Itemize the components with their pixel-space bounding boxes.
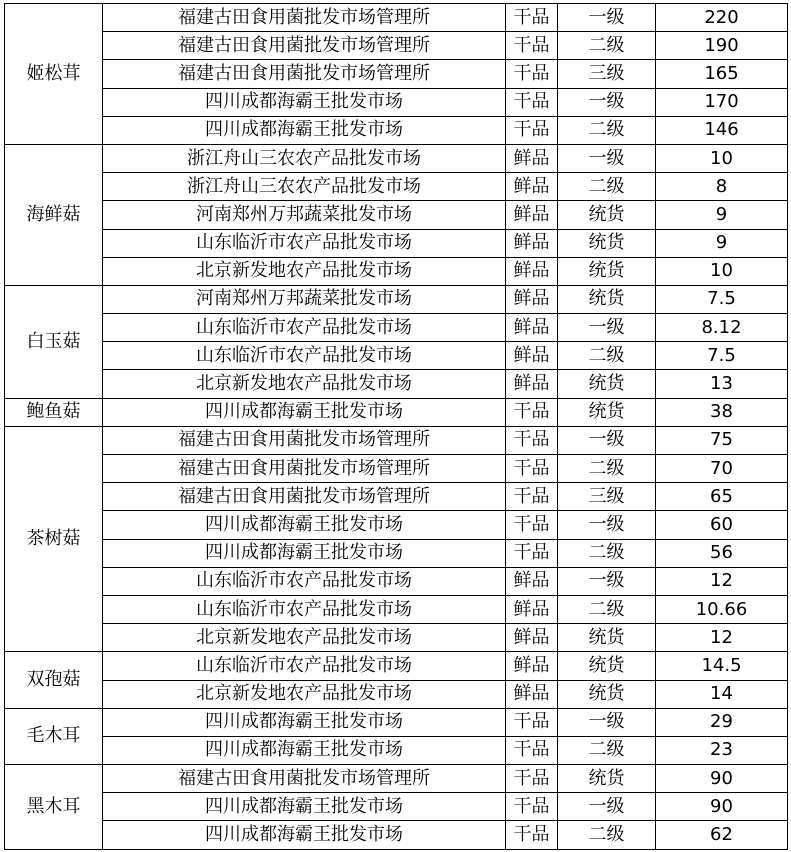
type-cell: 干品: [506, 511, 558, 539]
price-cell: 90: [656, 793, 788, 821]
market-cell: 四川成都海霸王批发市场: [103, 89, 506, 117]
grade-cell: 一级: [558, 793, 656, 821]
grade-cell: 一级: [558, 568, 656, 596]
grade-cell: 统货: [558, 286, 656, 314]
market-cell: 河南郑州万邦蔬菜批发市场: [103, 286, 506, 314]
grade-cell: 一级: [558, 314, 656, 342]
type-cell: 鲜品: [506, 652, 558, 680]
market-cell: 四川成都海霸王批发市场: [103, 511, 506, 539]
market-cell: 福建古田食用菌批发市场管理所: [103, 4, 506, 32]
grade-cell: 一级: [558, 709, 656, 737]
market-cell: 福建古田食用菌批发市场管理所: [103, 483, 506, 511]
market-cell: 四川成都海霸王批发市场: [103, 737, 506, 765]
price-cell: 12: [656, 568, 788, 596]
price-cell: 170: [656, 89, 788, 117]
type-cell: 干品: [506, 793, 558, 821]
price-cell: 165: [656, 60, 788, 88]
type-cell: 干品: [506, 89, 558, 117]
grade-cell: 一级: [558, 511, 656, 539]
grade-cell: 三级: [558, 483, 656, 511]
type-cell: 鲜品: [506, 145, 558, 173]
type-cell: 干品: [506, 737, 558, 765]
type-cell: 干品: [506, 117, 558, 145]
grade-cell: 统货: [558, 652, 656, 680]
price-cell: 190: [656, 32, 788, 60]
product-name-cell: 白玉菇: [5, 286, 103, 399]
grade-cell: 统货: [558, 681, 656, 709]
price-cell: 220: [656, 4, 788, 32]
price-cell: 29: [656, 709, 788, 737]
price-cell: 14: [656, 681, 788, 709]
type-cell: 干品: [506, 32, 558, 60]
type-cell: 鲜品: [506, 173, 558, 201]
market-cell: 福建古田食用菌批发市场管理所: [103, 60, 506, 88]
type-cell: 干品: [506, 765, 558, 793]
price-cell: 65: [656, 483, 788, 511]
price-cell: 7.5: [656, 342, 788, 370]
grade-cell: 统货: [558, 399, 656, 427]
price-cell: 8: [656, 173, 788, 201]
grade-cell: 统货: [558, 258, 656, 286]
price-cell: 10: [656, 258, 788, 286]
type-cell: 干品: [506, 60, 558, 88]
product-name-cell: 毛木耳: [5, 709, 103, 765]
product-name-cell: 黑木耳: [5, 765, 103, 850]
market-cell: 北京新发地农产品批发市场: [103, 370, 506, 398]
type-cell: 鲜品: [506, 258, 558, 286]
price-cell: 23: [656, 737, 788, 765]
grade-cell: 二级: [558, 737, 656, 765]
grade-cell: 二级: [558, 821, 656, 849]
market-cell: 四川成都海霸王批发市场: [103, 399, 506, 427]
market-cell: 北京新发地农产品批发市场: [103, 681, 506, 709]
grade-cell: 二级: [558, 455, 656, 483]
type-cell: 鲜品: [506, 314, 558, 342]
type-cell: 干品: [506, 455, 558, 483]
market-cell: 北京新发地农产品批发市场: [103, 258, 506, 286]
grade-cell: 一级: [558, 427, 656, 455]
grade-cell: 统货: [558, 230, 656, 258]
market-cell: 四川成都海霸王批发市场: [103, 821, 506, 849]
market-cell: 福建古田食用菌批发市场管理所: [103, 455, 506, 483]
market-cell: 四川成都海霸王批发市场: [103, 793, 506, 821]
type-cell: 干品: [506, 4, 558, 32]
grade-cell: 二级: [558, 342, 656, 370]
mushroom-price-table: [4, 3, 788, 850]
market-cell: 山东临沂市农产品批发市场: [103, 568, 506, 596]
market-cell: 四川成都海霸王批发市场: [103, 709, 506, 737]
price-cell: 12: [656, 624, 788, 652]
grade-cell: 二级: [558, 117, 656, 145]
grade-cell: 一级: [558, 4, 656, 32]
price-cell: 56: [656, 540, 788, 568]
market-cell: 山东临沂市农产品批发市场: [103, 230, 506, 258]
price-cell: 62: [656, 821, 788, 849]
price-cell: 10: [656, 145, 788, 173]
type-cell: 干品: [506, 821, 558, 849]
price-cell: 75: [656, 427, 788, 455]
product-name-cell: 鲍鱼菇: [5, 399, 103, 427]
grade-cell: 一级: [558, 89, 656, 117]
type-cell: 鲜品: [506, 568, 558, 596]
type-cell: 干品: [506, 540, 558, 568]
type-cell: 鲜品: [506, 624, 558, 652]
market-cell: 福建古田食用菌批发市场管理所: [103, 765, 506, 793]
grade-cell: 统货: [558, 624, 656, 652]
product-name-cell: 茶树菇: [5, 427, 103, 653]
type-cell: 鲜品: [506, 370, 558, 398]
market-cell: 河南郑州万邦蔬菜批发市场: [103, 201, 506, 229]
price-cell: 38: [656, 399, 788, 427]
grade-cell: 二级: [558, 173, 656, 201]
price-cell: 14.5: [656, 652, 788, 680]
grade-cell: 一级: [558, 145, 656, 173]
type-cell: 干品: [506, 427, 558, 455]
price-cell: 10.66: [656, 596, 788, 624]
type-cell: 鲜品: [506, 201, 558, 229]
price-cell: 90: [656, 765, 788, 793]
market-cell: 四川成都海霸王批发市场: [103, 117, 506, 145]
market-cell: 福建古田食用菌批发市场管理所: [103, 427, 506, 455]
price-cell: 146: [656, 117, 788, 145]
price-cell: 9: [656, 201, 788, 229]
grade-cell: 二级: [558, 596, 656, 624]
product-name-cell: 海鲜菇: [5, 145, 103, 286]
grade-cell: 二级: [558, 32, 656, 60]
grade-cell: 二级: [558, 540, 656, 568]
grade-cell: 三级: [558, 60, 656, 88]
price-cell: 70: [656, 455, 788, 483]
type-cell: 鲜品: [506, 342, 558, 370]
type-cell: 干品: [506, 709, 558, 737]
price-cell: 7.5: [656, 286, 788, 314]
type-cell: 鲜品: [506, 596, 558, 624]
market-cell: 山东临沂市农产品批发市场: [103, 596, 506, 624]
market-cell: 福建古田食用菌批发市场管理所: [103, 32, 506, 60]
price-cell: 9: [656, 230, 788, 258]
market-cell: 四川成都海霸王批发市场: [103, 540, 506, 568]
grade-cell: 统货: [558, 765, 656, 793]
market-cell: 山东临沂市农产品批发市场: [103, 342, 506, 370]
price-cell: 13: [656, 370, 788, 398]
type-cell: 干品: [506, 399, 558, 427]
grade-cell: 统货: [558, 201, 656, 229]
grade-cell: 统货: [558, 370, 656, 398]
product-name-cell: 姬松茸: [5, 4, 103, 145]
market-cell: 山东临沂市农产品批发市场: [103, 314, 506, 342]
price-cell: 60: [656, 511, 788, 539]
market-cell: 浙江舟山三农农产品批发市场: [103, 145, 506, 173]
type-cell: 干品: [506, 483, 558, 511]
type-cell: 鲜品: [506, 286, 558, 314]
market-cell: 山东临沂市农产品批发市场: [103, 652, 506, 680]
type-cell: 鲜品: [506, 681, 558, 709]
market-cell: 浙江舟山三农农产品批发市场: [103, 173, 506, 201]
product-name-cell: 双孢菇: [5, 652, 103, 708]
type-cell: 鲜品: [506, 230, 558, 258]
price-cell: 8.12: [656, 314, 788, 342]
market-cell: 北京新发地农产品批发市场: [103, 624, 506, 652]
